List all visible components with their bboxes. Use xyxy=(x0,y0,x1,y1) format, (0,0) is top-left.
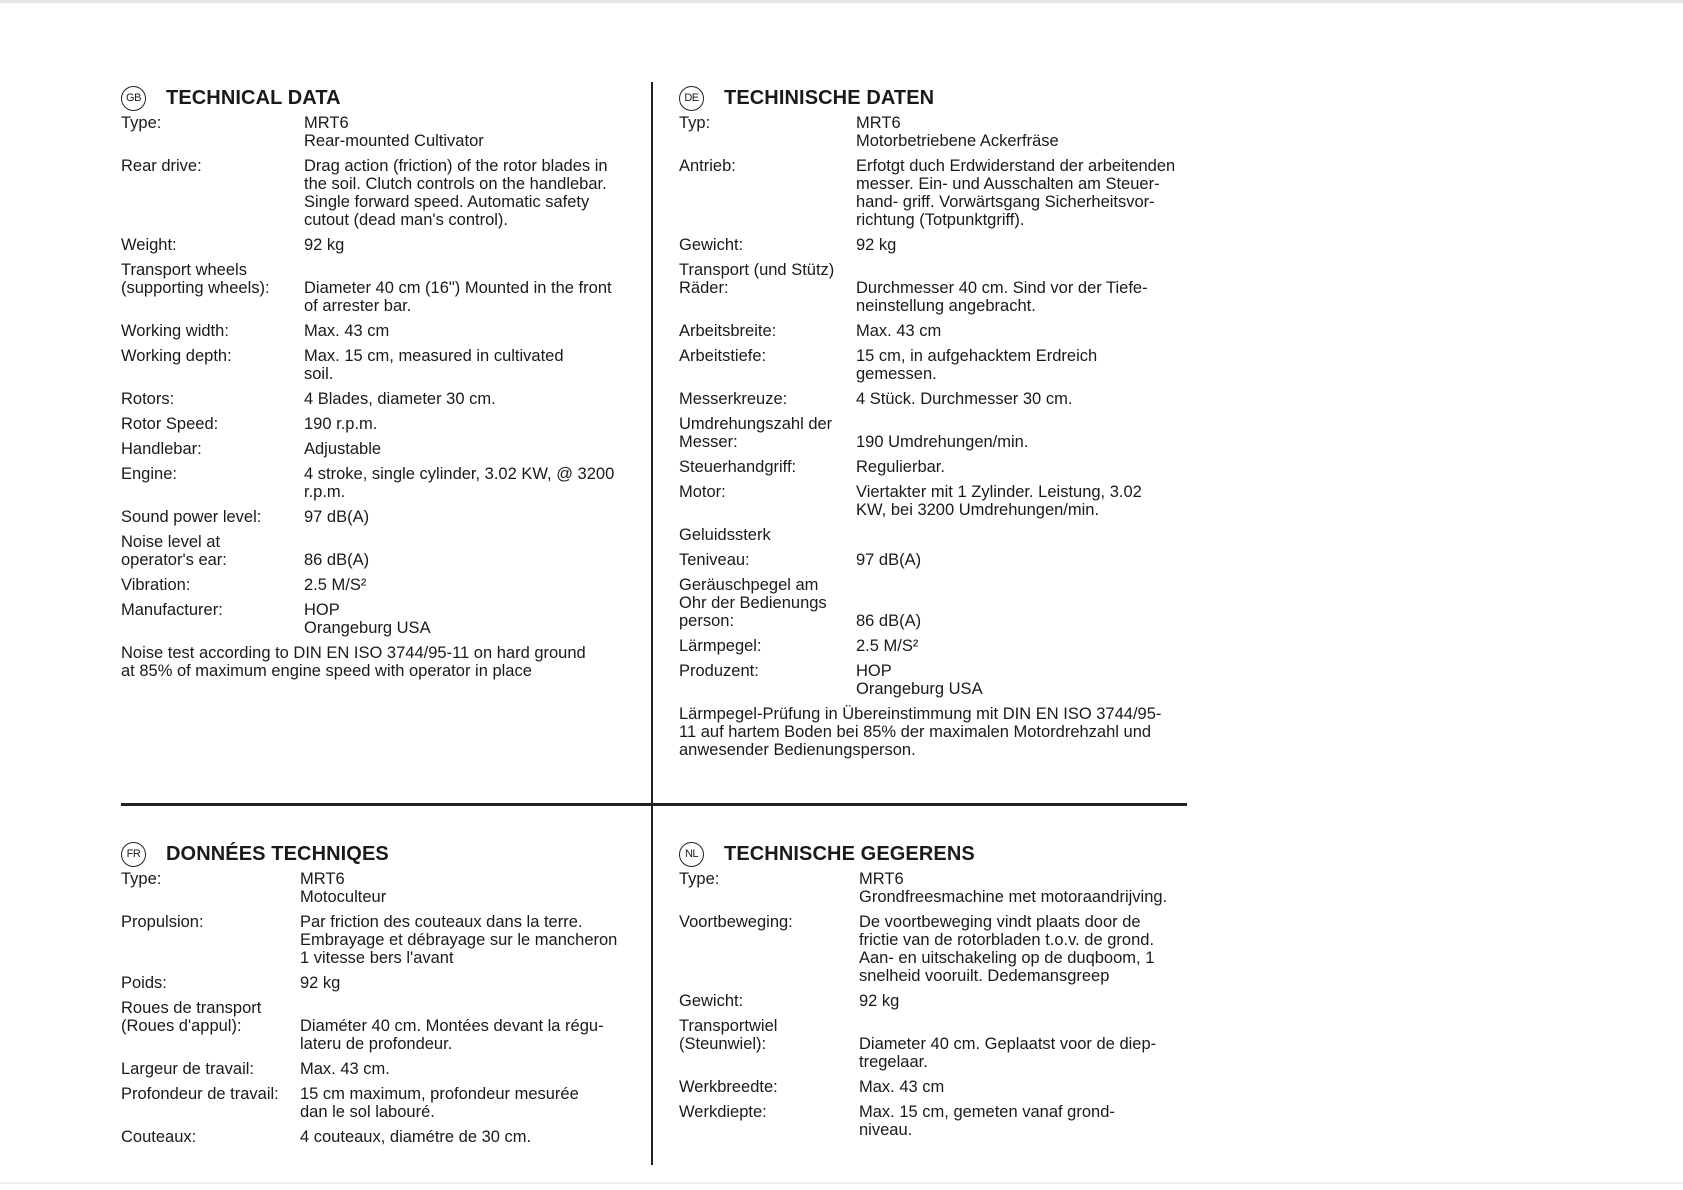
spec-row xyxy=(121,533,641,569)
spec-value: Adjustable xyxy=(304,440,382,458)
spec-label: Typ: xyxy=(679,114,711,132)
spec-list xyxy=(121,870,641,1146)
spec-row xyxy=(679,483,1199,519)
spec-value: 4 stroke, single cylinder, 3.02 KW, @ 3200 r.p.m. xyxy=(304,465,615,501)
spec-row xyxy=(679,114,1199,150)
spec-label: Messerkreuze: xyxy=(679,390,788,408)
spec-value: Diameter 40 cm. Geplaatst voor de diep- tregelaar. xyxy=(859,1035,1157,1071)
spec-value: Max. 43 cm. xyxy=(300,1060,390,1078)
spec-row xyxy=(679,576,1199,630)
spec-label: Steuerhandgriff: xyxy=(679,458,797,476)
section-nl xyxy=(679,840,1199,1146)
spec-row xyxy=(121,1060,641,1078)
spec-value: 92 kg xyxy=(304,236,345,254)
section-header xyxy=(121,840,641,868)
spec-value xyxy=(856,526,1199,544)
spec-row xyxy=(679,870,1199,906)
spec-value: HOP Orangeburg USA xyxy=(856,662,983,698)
spec-value: Diameter 40 cm (16") Mounted in the front of arrester bar. xyxy=(304,279,612,315)
section-gb xyxy=(121,84,641,680)
section-divider-right xyxy=(653,803,1187,806)
section-title: TECHNISCHE GEGERENS xyxy=(724,842,975,865)
spec-label: Arbeitstiefe: xyxy=(679,347,767,365)
section-title: TECHINISCHE DATEN xyxy=(724,86,935,109)
spec-label: Type: xyxy=(121,870,162,888)
spec-value: 2.5 M/S² xyxy=(304,576,367,594)
spec-value: Diaméter 40 cm. Montées devant la régu- lateru de profondeur. xyxy=(300,1017,604,1053)
spec-row xyxy=(679,390,1199,408)
spec-label: Roues de transport (Roues d'appul): xyxy=(121,999,262,1035)
spec-label: Working width: xyxy=(121,322,229,340)
spec-value: Par friction des couteaux dans la terre. Embrayage et débrayage sur le mancheron 1 vitesse bers l'avant xyxy=(300,913,618,967)
spec-label: Working depth: xyxy=(121,347,232,365)
spec-label: Type: xyxy=(121,114,162,132)
spec-value: Regulierbar. xyxy=(856,458,945,476)
spec-label: Rotors: xyxy=(121,390,175,408)
spec-row xyxy=(679,662,1199,698)
spec-row xyxy=(121,236,641,254)
section-header xyxy=(679,84,1199,112)
spec-value: 92 kg xyxy=(856,236,897,254)
spec-row xyxy=(679,157,1199,229)
spec-value: 97 dB(A) xyxy=(856,551,922,569)
spec-label: Couteaux: xyxy=(121,1128,197,1146)
spec-row xyxy=(121,114,641,150)
spec-row xyxy=(121,913,641,967)
spec-value: MRT6 Grondfreesmachine met motoraandrijving. xyxy=(859,870,1168,906)
spec-label: Rear drive: xyxy=(121,157,202,175)
spec-label: Engine: xyxy=(121,465,177,483)
spec-row xyxy=(679,236,1199,254)
spec-row xyxy=(679,551,1199,569)
spec-value: Max. 15 cm, gemeten vanaf grond- niveau. xyxy=(859,1103,1115,1139)
spec-value: 97 dB(A) xyxy=(304,508,370,526)
spec-label: Teniveau: xyxy=(679,551,750,569)
spec-row xyxy=(679,913,1199,985)
spec-value: 190 r.p.m. xyxy=(304,415,378,433)
spec-row xyxy=(679,992,1199,1010)
spec-value: 86 dB(A) xyxy=(856,612,922,630)
spec-label: Rotor Speed: xyxy=(121,415,219,433)
nl-flag-icon: NL xyxy=(679,842,704,867)
spec-value: HOP Orangeburg USA xyxy=(304,601,431,637)
gb-flag-icon: GB xyxy=(121,86,146,111)
spec-row xyxy=(679,637,1199,655)
spec-value: 92 kg xyxy=(859,992,900,1010)
noise-test-note: Lärmpegel-Prüfung in Übereinstimmung mit DIN EN ISO 3744/95- 11 auf hartem Boden bei 85% der maximalen Motordrehzahl und anwesender Bedienungsperson. xyxy=(679,705,1162,759)
spec-label: Umdrehungszahl der Messer: xyxy=(679,415,833,451)
spec-value: 4 Stück. Durchmesser 30 cm. xyxy=(856,390,1073,408)
spec-list xyxy=(121,114,641,637)
spec-value: De voortbeweging vindt plaats door de frictie van de rotorbladen t.o.v. de grond. Aan- en uitschakeling op de duqboom, 1 snelheid vooruilt. Dedemansgreep xyxy=(859,913,1155,985)
spec-value: 190 Umdrehungen/min. xyxy=(856,433,1029,451)
spec-label: Gewicht: xyxy=(679,992,744,1010)
spec-label: Produzent: xyxy=(679,662,759,680)
spec-value: 15 cm, in aufgehacktem Erdreich gemessen. xyxy=(856,347,1098,383)
spec-row xyxy=(121,508,641,526)
section-fr xyxy=(121,840,641,1153)
top-edge-rule xyxy=(0,0,1683,3)
spec-row xyxy=(121,440,641,458)
spec-value: 2.5 M/S² xyxy=(856,637,919,655)
spec-label: Transport (und Stütz) Räder: xyxy=(679,261,835,297)
spec-value: MRT6 Motoculteur xyxy=(300,870,387,906)
column-divider xyxy=(651,82,653,1165)
section-divider-left xyxy=(121,803,651,806)
spec-value: 4 Blades, diameter 30 cm. xyxy=(304,390,496,408)
spec-label: Manufacturer: xyxy=(121,601,223,619)
spec-row xyxy=(679,458,1199,476)
spec-label: Voortbeweging: xyxy=(679,913,793,931)
section-title: DONNÉES TECHNIQES xyxy=(166,842,389,865)
fr-flag-icon: FR xyxy=(121,842,146,867)
spec-label: Werkbreedte: xyxy=(679,1078,778,1096)
de-flag-icon: DE xyxy=(679,86,704,111)
spec-label: Largeur de travail: xyxy=(121,1060,254,1078)
spec-row xyxy=(679,1103,1199,1139)
spec-row xyxy=(121,1085,641,1121)
spec-value: 15 cm maximum, profondeur mesurée dan le sol labouré. xyxy=(300,1085,579,1121)
spec-row xyxy=(121,1128,641,1146)
spec-label: Type: xyxy=(679,870,720,888)
spec-row xyxy=(121,157,641,229)
spec-value: 92 kg xyxy=(300,974,341,992)
spec-label: Lärmpegel: xyxy=(679,637,762,655)
spec-label: Sound power level: xyxy=(121,508,262,526)
spec-label: Werkdiepte: xyxy=(679,1103,767,1121)
spec-value: Max. 43 cm xyxy=(304,322,390,340)
spec-label: Transport wheels (supporting wheels): xyxy=(121,261,270,297)
bottom-edge-rule xyxy=(0,1182,1683,1184)
spec-label: Geräuschpegel am Ohr der Bedienungs person: xyxy=(679,576,827,630)
spec-value: 4 couteaux, diamétre de 30 cm. xyxy=(300,1128,532,1146)
spec-row xyxy=(679,1017,1199,1071)
spec-row xyxy=(121,974,641,992)
spec-label: Geluidssterk xyxy=(679,526,771,544)
spec-row xyxy=(679,526,1199,544)
spec-label: Noise level at operator's ear: xyxy=(121,533,227,569)
noise-test-note: Noise test according to DIN EN ISO 3744/95-11 on hard ground at 85% of maximum engine speed with operator in place xyxy=(121,644,586,680)
section-title: TECHNICAL DATA xyxy=(166,86,341,109)
spec-value: MRT6 Motorbetriebene Ackerfräse xyxy=(856,114,1059,150)
spec-label: Arbeitsbreite: xyxy=(679,322,777,340)
spec-list xyxy=(679,114,1199,698)
section-de xyxy=(679,84,1199,759)
spec-row xyxy=(679,322,1199,340)
spec-label: Poids: xyxy=(121,974,167,992)
spec-row xyxy=(121,347,641,383)
spec-label: Antrieb: xyxy=(679,157,736,175)
spec-row xyxy=(121,576,641,594)
spec-value: 86 dB(A) xyxy=(304,551,370,569)
spec-list xyxy=(679,870,1199,1139)
spec-label: Weight: xyxy=(121,236,177,254)
spec-label: Handlebar: xyxy=(121,440,202,458)
spec-label: Profondeur de travail: xyxy=(121,1085,279,1103)
spec-row xyxy=(679,1078,1199,1096)
spec-value: Max. 43 cm xyxy=(859,1078,945,1096)
section-header xyxy=(679,840,1199,868)
spec-row xyxy=(121,415,641,433)
spec-row xyxy=(121,390,641,408)
spec-row xyxy=(121,870,641,906)
spec-value: Max. 43 cm xyxy=(856,322,942,340)
spec-row xyxy=(679,347,1199,383)
spec-value: Max. 15 cm, measured in cultivated soil. xyxy=(304,347,564,383)
spec-label: Motor: xyxy=(679,483,726,501)
spec-row xyxy=(121,601,641,637)
section-header xyxy=(121,84,641,112)
spec-label: Transportwiel (Steunwiel): xyxy=(679,1017,778,1053)
spec-label: Gewicht: xyxy=(679,236,744,254)
spec-label: Vibration: xyxy=(121,576,191,594)
spec-value: Viertakter mit 1 Zylinder. Leistung, 3.02 KW, bei 3200 Umdrehungen/min. xyxy=(856,483,1142,519)
spec-value: Erfotgt duch Erdwiderstand der arbeitenden messer. Ein- und Ausschalten am Steuer- hand- griff. Vorwärtsgang Sicherheitsvor- richtung (Totpunktgriff). xyxy=(856,157,1176,229)
spec-value: Drag action (friction) of the rotor blades in the soil. Clutch controls on the handlebar. Single forward speed. Automatic safety cutout (dead man's control). xyxy=(304,157,608,229)
spec-value: Durchmesser 40 cm. Sind vor der Tiefe- neinstellung angebracht. xyxy=(856,279,1148,315)
spec-label: Propulsion: xyxy=(121,913,204,931)
spec-row xyxy=(679,415,1199,451)
spec-row xyxy=(679,261,1199,315)
spec-row xyxy=(121,261,641,315)
spec-value: MRT6 Rear-mounted Cultivator xyxy=(304,114,484,150)
spec-row xyxy=(121,465,641,501)
spec-row xyxy=(121,322,641,340)
spec-row xyxy=(121,999,641,1053)
